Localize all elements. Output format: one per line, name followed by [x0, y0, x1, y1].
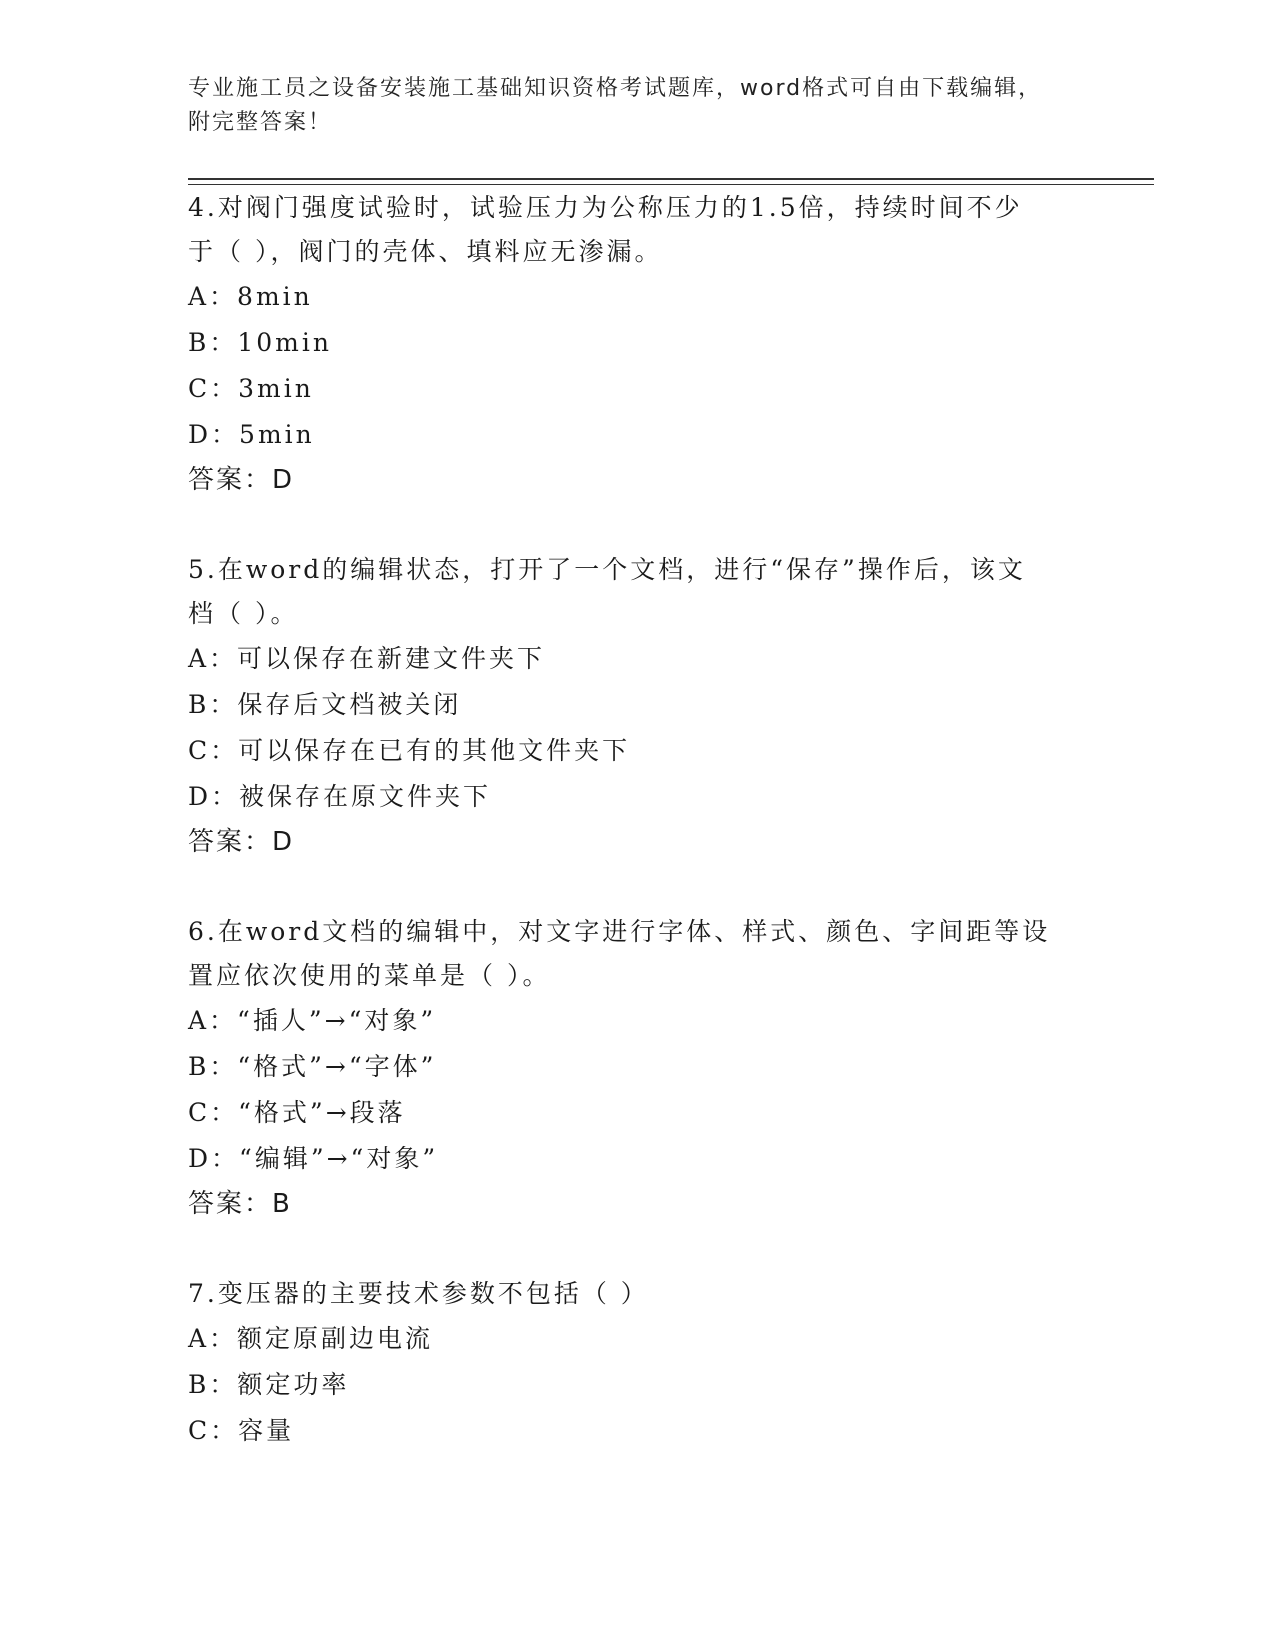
- answer: 答案：D: [188, 827, 295, 857]
- question-stem-line: 6.在word文档的编辑中，对文字进行字体、样式、颜色、字间距等设: [188, 917, 1051, 946]
- question-6: [188, 910, 1088, 1226]
- question-5: [188, 548, 1088, 864]
- option-b: B：额定功率: [188, 1370, 350, 1399]
- option-d: D：“编辑”→“对象”: [188, 1144, 439, 1173]
- option-c: C：3min: [188, 374, 314, 403]
- option-b: B：“格式”→“字体”: [188, 1052, 437, 1081]
- option-c: C：“格式”→段落: [188, 1098, 406, 1127]
- question-stem-line: 置应依次使用的菜单是（ ）。: [188, 961, 551, 990]
- option-a: A：额定原副边电流: [188, 1324, 434, 1353]
- option-d: D：5min: [188, 420, 315, 449]
- option-c: C：容量: [188, 1416, 295, 1445]
- answer: 答案：D: [188, 465, 295, 495]
- question-stem-line: 档（ ）。: [188, 599, 299, 628]
- option-b: B：保存后文档被关闭: [188, 690, 462, 719]
- option-a: A：8min: [188, 282, 313, 311]
- option-a: A：“插人”→“对象”: [188, 1006, 437, 1035]
- question-stem-line: 5.在word的编辑状态，打开了一个文档，进行“保存”操作后，该文: [188, 555, 1026, 584]
- option-b: B：10min: [188, 328, 332, 357]
- option-c: C：可以保存在已有的其他文件夹下: [188, 736, 631, 765]
- question-stem-line: 4.对阀门强度试验时，试验压力为公称压力的1.5倍，持续时间不少: [188, 193, 1023, 222]
- option-d: D：被保存在原文件夹下: [188, 782, 492, 811]
- question-stem-line: 于（ ），阀门的壳体、填料应无渗漏。: [188, 237, 663, 266]
- header-divider-thick: [188, 178, 1154, 180]
- document-header: [188, 72, 1068, 140]
- header-line-1: 专业施工员之设备安装施工基础知识资格考试题库，word格式可自由下载编辑，: [188, 76, 1043, 101]
- question-4: [188, 186, 1088, 502]
- question-7: [188, 1272, 1088, 1454]
- answer: 答案：B: [188, 1189, 292, 1219]
- option-a: A：可以保存在新建文件夹下: [188, 644, 546, 673]
- header-divider-thin: [188, 184, 1154, 185]
- question-stem-line: 7.变压器的主要技术参数不包括（ ）: [188, 1279, 649, 1308]
- header-line-2: 附完整答案！: [188, 110, 333, 135]
